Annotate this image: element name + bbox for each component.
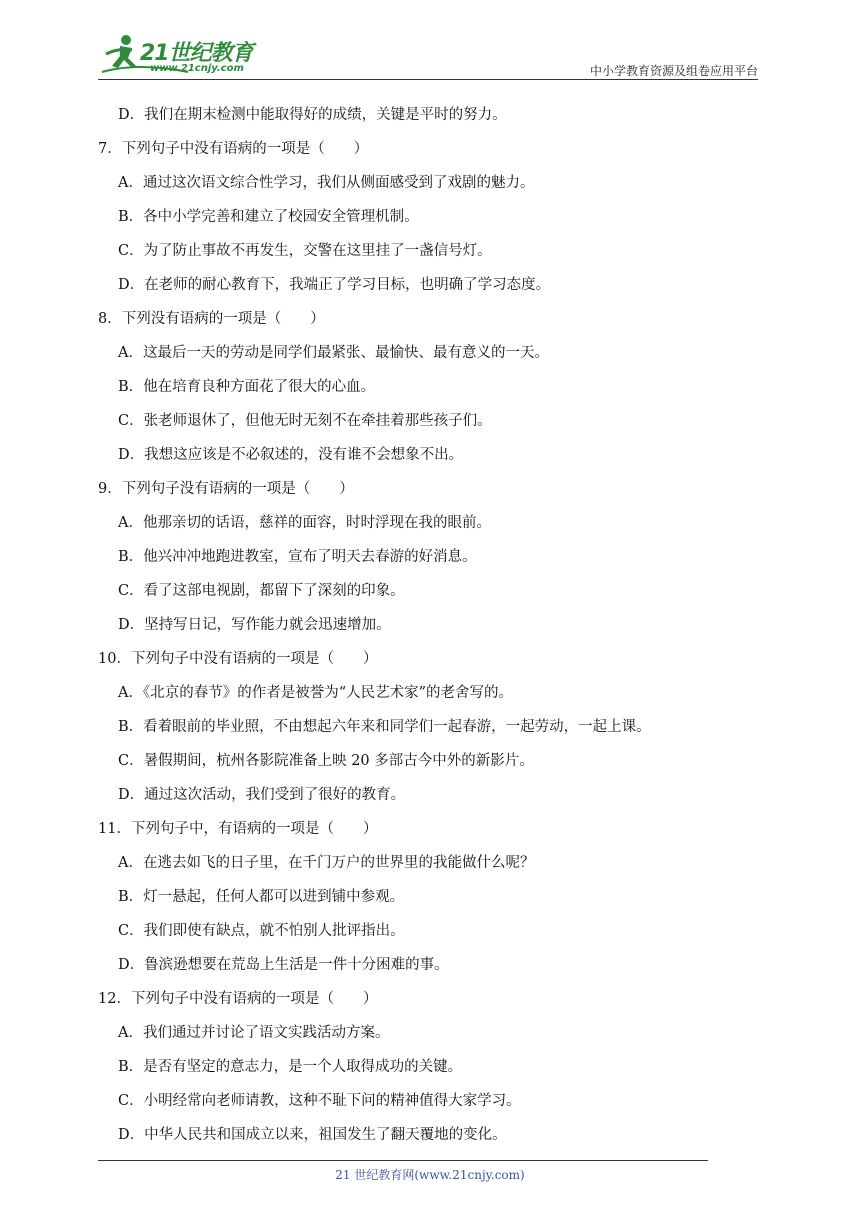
question-stem: 12．下列句子中没有语病的一项是（ ）: [98, 991, 378, 1007]
answer-option: A．通过这次语文综合性学习，我们从侧面感受到了戏剧的魅力。: [118, 175, 535, 191]
answer-option: C．张老师退休了，但他无时无刻不在牵挂着那些孩子们。: [118, 413, 492, 429]
header-divider: [98, 79, 758, 80]
logo-text: 21世纪教育: [140, 41, 253, 66]
answer-option: A．我们通过并讨论了语文实践活动方案。: [118, 1025, 390, 1041]
question-stem: 10．下列句子中没有语病的一项是（ ）: [98, 651, 378, 667]
logo-subtext: www.21cnjy.com: [150, 63, 244, 74]
answer-option: D．通过这次活动，我们受到了很好的教育。: [118, 787, 406, 803]
answer-option: C．小明经常向老师请教，这种不耻下问的精神值得大家学习。: [118, 1093, 521, 1109]
answer-option: B．是否有坚定的意志力，是一个人取得成功的关键。: [118, 1059, 463, 1075]
answer-option: B．看着眼前的毕业照，不由想起六年来和同学们一起春游，一起劳动，一起上课。: [118, 719, 651, 735]
platform-tagline: 中小学教育资源及组卷应用平台: [589, 64, 758, 78]
answer-option: D．坚持写日记，写作能力就会迅速增加。: [118, 617, 391, 633]
answer-option: C．我们即使有缺点，就不怕别人批评指出。: [118, 923, 405, 939]
answer-option: A．他那亲切的话语，慈祥的面容，时时浮现在我的眼前。: [118, 515, 491, 531]
question-stem: 9．下列句子没有语病的一项是（ ）: [98, 481, 354, 497]
answer-option: C．暑假期间，杭州各影院准备上映 20 多部古今中外的新影片。: [118, 753, 534, 769]
question-stem: 8．下列没有语病的一项是（ ）: [98, 311, 325, 327]
answer-option: B．他在培育良种方面花了很大的心血。: [118, 379, 376, 395]
answer-option: B．他兴冲冲地跑进教室，宣布了明天去春游的好消息。: [118, 549, 477, 565]
question-stem: 11．下列句子中，有语病的一项是（ ）: [98, 821, 378, 837]
answer-option: B．灯一悬起，任何人都可以进到铺中参观。: [118, 889, 405, 905]
answer-option: B．各中小学完善和建立了校园安全管理机制。: [118, 209, 419, 225]
answer-option: C．看了这部电视剧，都留下了深刻的印象。: [118, 583, 405, 599]
answer-option: A．这最后一天的劳动是同学们最紧张、最愉快、最有意义的一天。: [118, 345, 549, 361]
answer-option: D．我想这应该是不必叙述的，没有谁不会想象不出。: [118, 447, 464, 463]
answer-option: A．《北京的春节》的作者是被誉为“人民艺术家”的老舍写的。: [118, 685, 514, 701]
answer-option: D．在老师的耐心教育下，我端正了学习目标，也明确了学习态度。: [118, 277, 551, 293]
answer-option: D．我们在期末检测中能取得好的成绩，关键是平时的努力。: [118, 107, 507, 123]
footer-divider: [98, 1160, 708, 1161]
footer-site-link[interactable]: 21 世纪教育网(www.21cnjy.com): [335, 1168, 525, 1182]
site-logo: [98, 32, 268, 78]
page-header: [98, 28, 758, 80]
answer-option: C．为了防止事故不再发生，交警在这里挂了一盏信号灯。: [118, 243, 492, 259]
question-stem: 7．下列句子中没有语病的一项是（ ）: [98, 141, 369, 157]
answer-option: D．中华人民共和国成立以来，祖国发生了翻天覆地的变化。: [118, 1127, 507, 1143]
answer-option: A．在逃去如飞的日子里，在千门万户的世界里的我能做什么呢？: [118, 855, 535, 871]
answer-option: D．鲁滨逊想要在荒岛上生活是一件十分困难的事。: [118, 957, 449, 973]
